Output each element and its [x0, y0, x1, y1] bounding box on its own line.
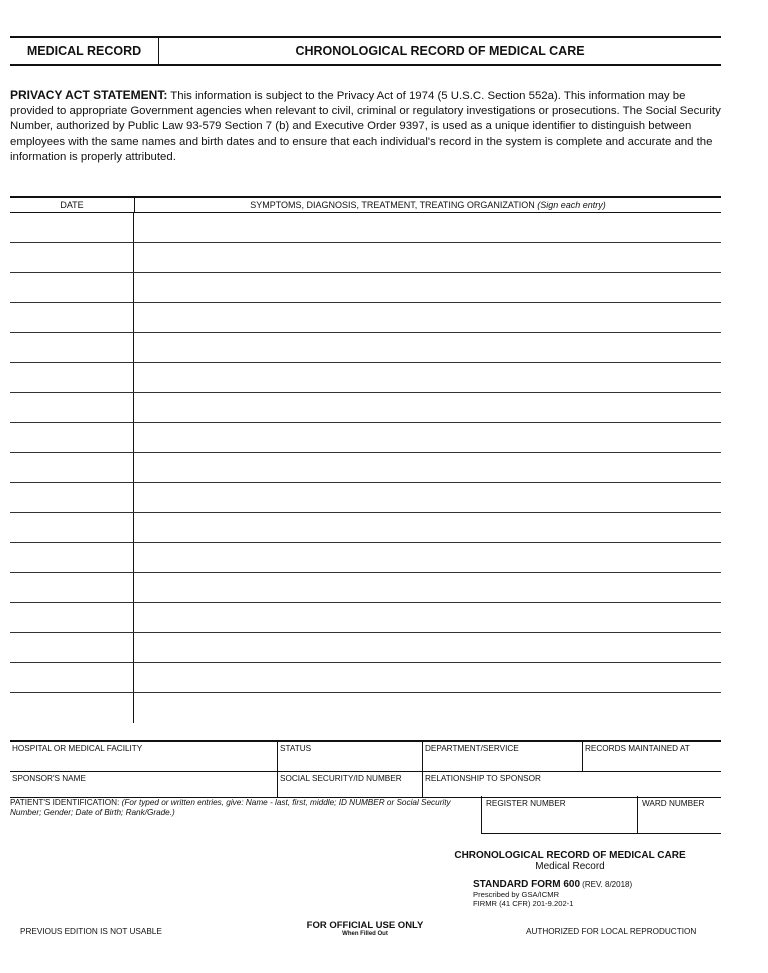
privacy-label: PRIVACY ACT STATEMENT:: [10, 88, 168, 102]
entry-cell[interactable]: [134, 693, 721, 723]
table-row: [10, 273, 721, 303]
table-row: [10, 693, 721, 723]
date-cell[interactable]: [10, 393, 134, 422]
sign-each-entry-note: (Sign each entry): [537, 200, 606, 210]
info-row-1: [10, 742, 721, 772]
entry-cell[interactable]: [134, 513, 721, 542]
table-row: [10, 243, 721, 273]
hospital-field[interactable]: HOSPITAL OR MEDICAL FACILITY: [10, 742, 278, 771]
form-title: CHRONOLOGICAL RECORD OF MEDICAL CARE: [295, 44, 585, 58]
when-filled-out-label: When Filled Out: [342, 931, 388, 937]
date-cell[interactable]: [10, 513, 134, 542]
form-identification: [440, 850, 700, 872]
info-row-2: [10, 772, 721, 798]
status-field[interactable]: STATUS: [278, 742, 423, 771]
privacy-act-statement: [10, 88, 724, 165]
entry-cell[interactable]: [134, 573, 721, 602]
entry-cell[interactable]: [134, 603, 721, 632]
date-cell[interactable]: [10, 573, 134, 602]
entry-cell[interactable]: [134, 273, 721, 302]
table-row: [10, 603, 721, 633]
date-cell[interactable]: [10, 693, 134, 723]
table-row: [10, 543, 721, 573]
entry-cell[interactable]: [134, 543, 721, 572]
entry-cell[interactable]: [134, 423, 721, 452]
entry-cell[interactable]: [134, 333, 721, 362]
privacy-text: This information is subject to the Privacy Act of 1974 (5 U.S.C. Section 552a). This information may be provided to appropriate Government agencies when relevant to civil, criminal or regulatory investigations or prosecutions. The Social Security Number, authorized by Public Law 93-579 Section 7 (b) and Executive Order 9397, is used as a unique identifier to distinguish between employees with the same names and birth dates and to ensure that each individual's record in the system is complete and accurate and the information is properly attributed.: [10, 90, 721, 163]
patient-id-label: PATIENT'S IDENTIFICATION:: [10, 798, 120, 807]
form-header: [10, 36, 721, 66]
entry-cell[interactable]: [134, 213, 721, 242]
date-cell[interactable]: [10, 543, 134, 572]
date-cell[interactable]: [10, 243, 134, 272]
records-maintained-field[interactable]: RECORDS MAINTAINED AT: [585, 744, 690, 753]
standard-form-block: [473, 880, 632, 909]
date-cell[interactable]: [10, 333, 134, 362]
firmr-citation: FIRMR (41 CFR) 201-9.202-1: [473, 899, 574, 908]
entry-cell[interactable]: [134, 453, 721, 482]
table-row: [10, 213, 721, 243]
date-cell[interactable]: [10, 273, 134, 302]
date-column-header: DATE: [10, 198, 135, 212]
patient-identification[interactable]: [10, 798, 470, 818]
date-cell[interactable]: [10, 633, 134, 662]
prescribed-by: Prescribed by GSA/ICMR: [473, 889, 560, 899]
date-cell[interactable]: [10, 453, 134, 482]
official-use-label: FOR OFFICIAL USE ONLY: [306, 920, 424, 931]
form-id-subtitle: Medical Record: [535, 861, 605, 872]
register-ward-box: [481, 796, 721, 834]
department-field[interactable]: DEPARTMENT/SERVICE: [423, 742, 583, 771]
patient-id-note: (For typed or written entries, give: Name - last, first, middle; ID NUMBER or Social Security Number; Gender; Date of Birth; Rank/Grade.): [10, 798, 451, 817]
sponsor-name-field[interactable]: SPONSOR'S NAME: [10, 772, 278, 797]
table-row: [10, 633, 721, 663]
table-row: [10, 393, 721, 423]
form-number: STANDARD FORM 600: [473, 879, 581, 890]
entries-table: [10, 196, 721, 741]
entry-cell[interactable]: [134, 393, 721, 422]
date-cell[interactable]: [10, 213, 134, 242]
entry-cell[interactable]: [134, 483, 721, 512]
local-reproduction-note: AUTHORIZED FOR LOCAL REPRODUCTION: [526, 927, 697, 936]
entry-column-header: [135, 198, 721, 212]
table-row: [10, 423, 721, 453]
entry-cell[interactable]: [134, 363, 721, 392]
relationship-field[interactable]: RELATIONSHIP TO SPONSOR: [425, 774, 541, 783]
form-id-title: CHRONOLOGICAL RECORD OF MEDICAL CARE: [454, 850, 686, 861]
table-row: [10, 513, 721, 543]
table-header: [10, 198, 721, 213]
table-row: [10, 303, 721, 333]
medical-record-label: MEDICAL RECORD: [10, 38, 159, 64]
date-cell[interactable]: [10, 423, 134, 452]
entry-cell[interactable]: [134, 243, 721, 272]
ward-number-field[interactable]: WARD NUMBER: [638, 796, 721, 834]
date-cell[interactable]: [10, 303, 134, 332]
date-cell[interactable]: [10, 663, 134, 692]
table-row: [10, 483, 721, 513]
previous-edition-note: PREVIOUS EDITION IS NOT USABLE: [20, 927, 162, 936]
date-cell[interactable]: [10, 363, 134, 392]
entry-rows: [10, 213, 721, 741]
table-row: [10, 363, 721, 393]
table-row: [10, 573, 721, 603]
date-cell[interactable]: [10, 483, 134, 512]
register-number-field[interactable]: REGISTER NUMBER: [481, 796, 638, 834]
table-row: [10, 453, 721, 483]
table-row: [10, 663, 721, 693]
entry-column-label: SYMPTOMS, DIAGNOSIS, TREATMENT, TREATING ORGANIZATION: [250, 200, 535, 210]
date-cell[interactable]: [10, 603, 134, 632]
entry-cell[interactable]: [134, 663, 721, 692]
ssn-field[interactable]: SOCIAL SECURITY/ID NUMBER: [278, 772, 423, 797]
info-grid: [10, 740, 721, 798]
form-revision: (REV. 8/2018): [582, 880, 633, 889]
official-use-block: [300, 920, 430, 937]
table-row: [10, 333, 721, 363]
entry-cell[interactable]: [134, 303, 721, 332]
entry-cell[interactable]: [134, 633, 721, 662]
